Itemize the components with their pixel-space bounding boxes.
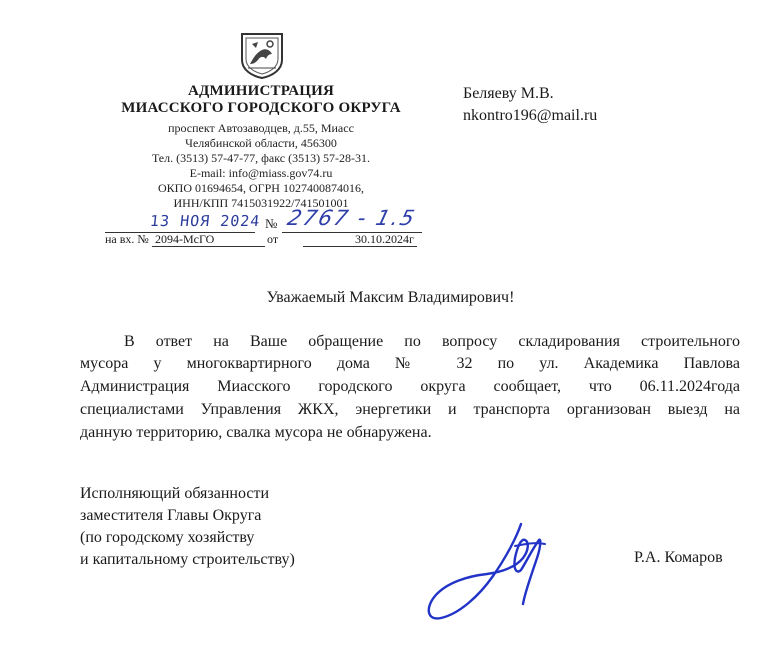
inn-kpp-line: ИНН/КПП 7415031922/741501001	[173, 196, 349, 210]
email-line: E-mail: info@miass.gov74.ru	[189, 166, 333, 180]
org-name-line2: МИАССКОГО ГОРОДСКОГО ОКРУГА	[121, 100, 401, 116]
incoming-ref-number: 2094-МсГО	[155, 232, 215, 246]
signer-title-line: заместителя Главы Округа	[80, 507, 262, 524]
incoming-ref-label: на вх. №	[105, 232, 149, 246]
recipient-email: nkontro196@mail.ru	[463, 107, 598, 124]
org-name-line1: АДМИНИСТРАЦИЯ	[188, 83, 334, 99]
signer-title-line: Исполняющий обязанности	[80, 485, 270, 502]
signer-title-line: и капитальному строительству)	[80, 551, 295, 568]
body-line: данную территорию, свалка мусора не обнаружена.	[80, 424, 432, 441]
body-line: В ответ на Ваше обращение по вопросу складирования строительного	[124, 333, 740, 350]
body-line: Администрация Миасского городского округа сообщает, что 06.11.2024года	[80, 378, 740, 395]
signer-name: Р.А. Комаров	[634, 549, 723, 566]
incoming-ref-date: 30.10.2024г	[355, 232, 414, 246]
date-stamp: 13 НОЯ 2024	[149, 212, 262, 230]
handwritten-signature	[425, 518, 565, 623]
salutation: Уважаемый Максим Владимирович!	[266, 289, 515, 306]
coat-of-arms-icon	[236, 30, 288, 80]
outgoing-number: 2767 - 1.5	[285, 206, 419, 230]
ref-number-underline	[152, 246, 265, 247]
okpo-ogrn-line: ОКПО 01694654, ОГРН 1027400874016,	[158, 181, 364, 195]
signer-title-line: (по городскому хозяйству	[80, 529, 255, 546]
address-line: Челябинской области, 456300	[185, 136, 337, 150]
number-sign: №	[265, 216, 278, 231]
body-line: мусора у многоквартирного дома № 32 по ул. Академика Павлова	[80, 355, 740, 372]
incoming-ref-ot: от	[267, 232, 279, 246]
recipient-name: Беляеву М.В.	[463, 85, 554, 102]
address-line: проспект Автозаводцев, д.55, Миасс	[168, 121, 354, 135]
phone-fax-line: Тел. (3513) 57-47-77, факс (3513) 57-28-31.	[151, 151, 371, 165]
body-line: специалистами Управления ЖКХ, энергетики и транспорта организован выезд на	[80, 401, 740, 418]
